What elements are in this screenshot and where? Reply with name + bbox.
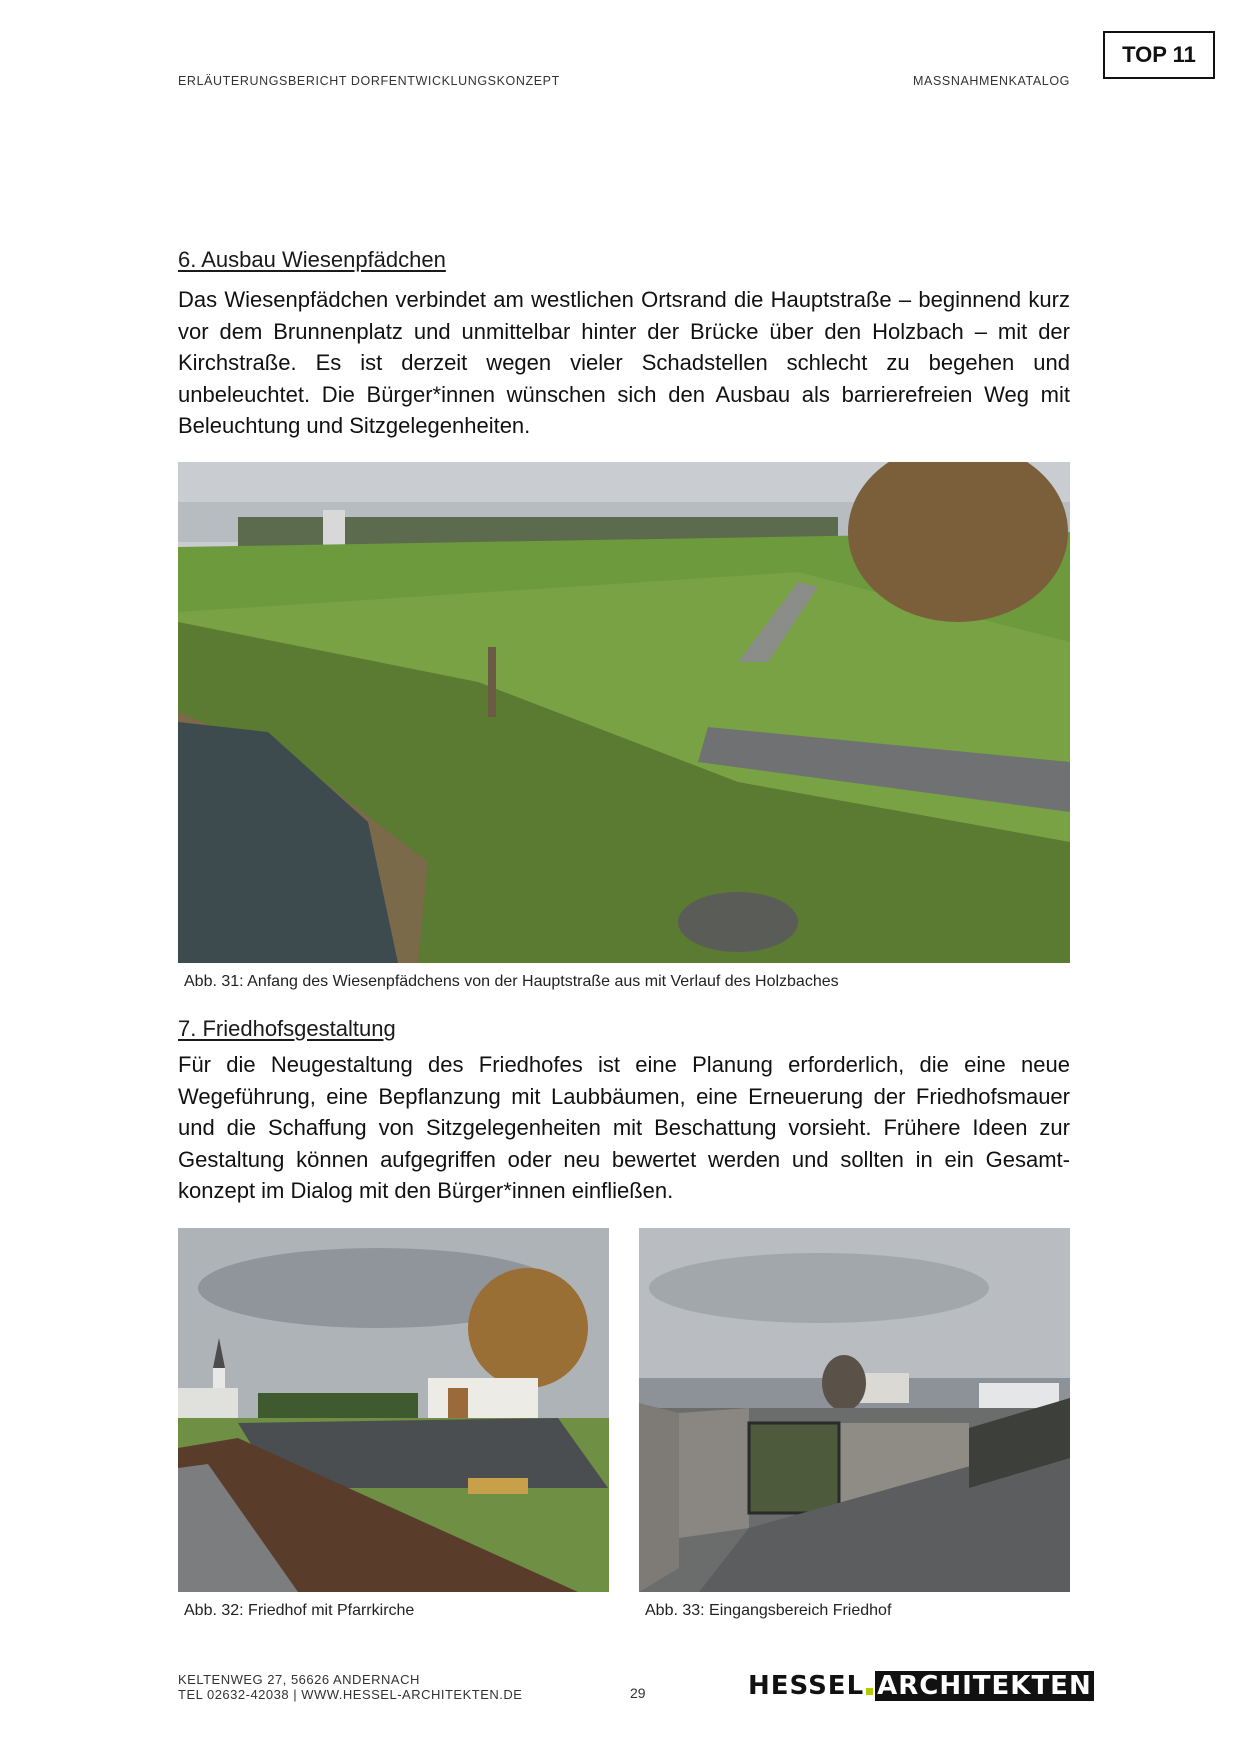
caption-abb-32: Abb. 32: Friedhof mit Pfarrkirche <box>184 1602 415 1619</box>
photo-eingangsbereich-friedhof <box>639 1228 1070 1592</box>
running-header-section: MASSNAHMENKATALOG <box>913 74 1070 88</box>
top-badge: TOP 11 <box>1103 31 1215 79</box>
caption-abb-31: Abb. 31: Anfang des Wiesenpfädchens von der Hauptstraße aus mit Verlauf des Holzbaches <box>184 973 839 990</box>
page-number: 29 <box>630 1685 646 1701</box>
footer-address-line-1: KELTENWEG 27, 56626 ANDERNACH <box>178 1672 420 1687</box>
logo-text-hessel: HESSEL <box>748 1671 865 1701</box>
caption-abb-33: Abb. 33: Eingangsbereich Friedhof <box>645 1602 892 1619</box>
logo-dot-icon <box>866 1688 873 1695</box>
section-7-heading: 7. Friedhofsgestaltung <box>178 1016 396 1041</box>
logo-text-architekten: ARCHITEKTEN <box>877 1671 1092 1701</box>
photo-friedhof-pfarrkirche <box>178 1228 609 1592</box>
section-6-heading: 6. Ausbau Wiesenpfädchen <box>178 247 446 272</box>
running-header-title: ERLÄUTERUNGSBERICHT DORFENTWICKLUNGSKONZEPT <box>178 74 560 88</box>
photo-wiesenpfaedchen <box>178 462 1070 963</box>
section-6-body: Das Wiesenpfädchen verbindet am westlichen Ortsrand die Hauptstraße – beginnend kurz vor dem Brunnenplatz und unmittelbar hinter der Brücke über den Holzbach – mit der Kirchstraße. Es ist derzeit wegen vieler Schadstellen schlecht zu begehen und unbeleuchtet. Die Bürger*innen wünschen sich den Ausbau als barrierefreien Weg mit Beleuchtung und Sitzgelegenheiten. <box>178 287 1070 438</box>
footer-address-line-2: TEL 02632-42038 | WWW.HESSEL-ARCHITEKTEN.DE <box>178 1687 523 1702</box>
section-7-body: Für die Neugestaltung des Friedhofes ist eine Planung erforderlich, die eine neue Wegeführung, eine Bepflanzung mit Laubbäumen, eine Erneuerung der Friedhofsmauer und die Schaffung von Sitzgelegenheiten mit Beschattung vorsieht. Frühere Ideen zur Gestaltung können aufgegriffen oder neu bewertet werden und sollten in ein Gesamt-konzept im Dialog mit den Bürger*innen einfließen. <box>178 1052 1070 1203</box>
hessel-architekten-logo <box>748 1671 1094 1701</box>
footer-address <box>178 1672 522 1702</box>
